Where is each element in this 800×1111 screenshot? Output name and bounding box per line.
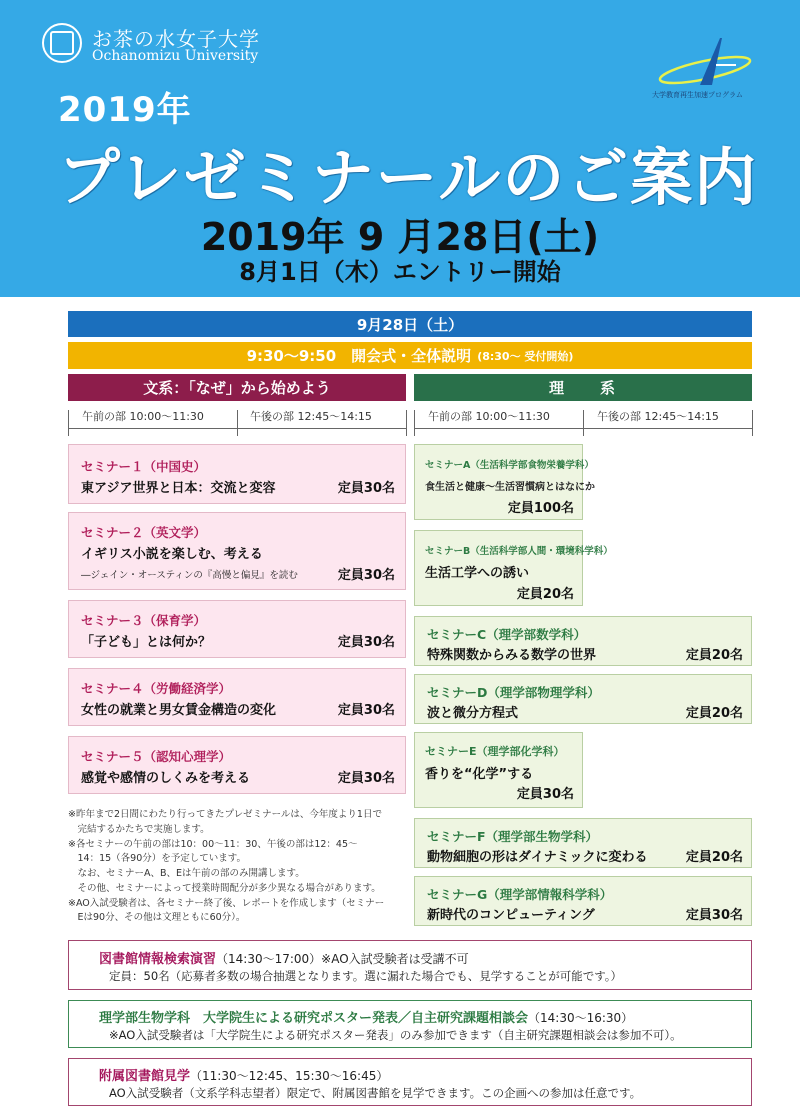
seminar-subject: 動物細胞の形はダイナミックに変わる	[427, 850, 648, 865]
seminar-card	[68, 512, 406, 590]
seminar-card	[414, 530, 613, 606]
seminar-title: セミナーF（理学部生物学科）	[427, 829, 599, 844]
seminar-capacity: 定員20名	[685, 648, 743, 663]
rikei-afternoon-label: 午後の部 12:45〜14:15	[597, 410, 719, 423]
event-date: 2019年 9 月28日(土)	[200, 215, 600, 259]
seminar-capacity: 定員30名	[337, 568, 395, 583]
seminar-capacity: 定員100名	[507, 501, 574, 516]
seminar-capacity: 定員20名	[685, 706, 743, 721]
bunkei-morning-label: 午前の部 10:00〜11:30	[82, 410, 204, 423]
seminar-subject: 「子ども」とは何か？	[81, 635, 212, 650]
note-line: Eは90分、その他は文理ともに60分）。	[68, 912, 246, 924]
bunkei-afternoon-label: 午後の部 12:45〜14:15	[250, 410, 372, 423]
note-line: ※AO入試受験者は、各セミナー終了後、レポートを作成します（セミナー	[68, 897, 385, 909]
program-name: 大学教育再生加速プログラム	[652, 91, 743, 99]
notes	[68, 808, 408, 926]
rikei-header: 理 系	[414, 374, 752, 401]
seminar-card	[68, 668, 406, 726]
seminar-title: セミナー２（英文学）	[81, 525, 207, 540]
event-heading	[99, 948, 469, 967]
seminar-title: セミナー３（保育学）	[81, 613, 207, 628]
seminar-card	[68, 444, 406, 504]
seminar-title: セミナーG（理学部情報科学科）	[427, 887, 613, 902]
event-description: 定員：50名（応募者多数の場合抽選となります。選に漏れた場合でも、見学することが可能です。）	[109, 969, 623, 983]
seminar-capacity: 定員30名	[337, 481, 395, 496]
main-title: プレゼミナールのご案内	[58, 141, 759, 214]
divider	[583, 410, 584, 436]
event-description: AO入試受験者（文系学科志望者）限定で、附属図書館を見学できます。この企画への参加は任意です。	[109, 1086, 642, 1100]
seminar-card	[414, 732, 583, 808]
seminar-subject: 東アジア世界と日本：交流と変容	[81, 481, 276, 496]
note-line: 完結するかたちで実施します。	[68, 823, 210, 835]
divider	[414, 410, 415, 436]
note-line: ※昨年まで2日間にわたり行ってきたプレゼミナールは、今年度より1日で	[68, 809, 382, 820]
seminar-subject: 食生活と健康〜生活習慣病とはなにか	[425, 482, 595, 493]
divider	[752, 410, 753, 436]
event-title: 図書館情報検索演習	[99, 952, 217, 967]
divider	[68, 428, 406, 429]
note-line: その他、セミナーによって授業時間配分が多少異なる場合があります。	[68, 882, 381, 894]
seminar-title: セミナー１（中国史）	[81, 459, 207, 474]
seminar-title: セミナーD（理学部物理学科）	[427, 685, 600, 700]
seminar-title: セミナーE（理学部化学科）	[425, 745, 565, 758]
event-title: 附属図書館見学	[99, 1069, 191, 1084]
note-line: 14：15（各90分）を予定しています。	[68, 853, 247, 865]
note-line: なお、セミナーA、B、Eは午前の部のみ開講します。	[68, 868, 305, 880]
divider	[414, 428, 752, 429]
seminar-card	[414, 616, 752, 666]
university-name-en: Ochanomizu University	[92, 48, 259, 64]
seminar-capacity: 定員30名	[685, 908, 743, 923]
bunkei-header: 文系：「なぜ」から始めよう	[68, 374, 406, 401]
seminar-card	[68, 600, 406, 658]
seminar-capacity: 定員20名	[516, 587, 574, 602]
university-emblem-icon	[42, 23, 82, 63]
seminar-subtitle: ―ジェイン・オースティンの『高慢と偏見』を読む	[81, 570, 298, 581]
year-title: 2019年	[58, 90, 192, 130]
seminar-card	[414, 444, 595, 520]
program-logo-icon	[650, 30, 760, 90]
seminar-card	[414, 876, 752, 926]
seminar-capacity: 定員30名	[337, 771, 395, 786]
seminar-subject: 波と微分方程式	[427, 706, 519, 721]
event-library-search	[68, 940, 752, 990]
seminar-capacity: 定員20名	[685, 850, 743, 865]
divider	[237, 410, 238, 436]
seminar-title: セミナー４（労働経済学）	[81, 681, 232, 696]
event-time: （11:30〜12:45、15:30〜16:45）	[190, 1069, 389, 1083]
seminar-title: セミナーA（生活科学部食物栄養学科）	[425, 460, 594, 471]
event-title: 理学部生物学科 大学院生による研究ポスター発表／自主研究課題相談会	[99, 1011, 529, 1026]
event-heading	[99, 1007, 633, 1026]
seminar-subject: 香りを“化学”する	[425, 767, 534, 782]
opening-note: (8:30〜 受付開始)	[477, 349, 574, 363]
seminar-card	[68, 736, 406, 794]
seminar-card	[414, 674, 752, 724]
seminar-title: セミナーC（理学部数学科）	[427, 627, 587, 642]
divider	[68, 410, 69, 436]
event-library-tour	[68, 1058, 752, 1106]
seminar-capacity: 定員30名	[516, 787, 574, 802]
seminar-title: セミナー５（認知心理学）	[81, 749, 232, 764]
seminar-capacity: 定員30名	[337, 635, 395, 650]
seminar-subject: 女性の就業と男女賃金構造の変化	[81, 703, 277, 718]
seminar-card	[414, 818, 752, 868]
note-line: ※各セミナーの午前の部は10：00〜11：30、午後の部は12：45〜	[68, 838, 358, 850]
event-description: ※AO入試受験者は「大学院生による研究ポスター発表」のみ参加できます（自主研究課題相談会は参加不可）。	[109, 1028, 682, 1042]
event-time: （14:30〜17:00）※AO入試受験者は受講不可	[216, 952, 469, 966]
divider	[406, 410, 407, 436]
opening-bar	[68, 342, 752, 369]
seminar-subject: 感覚や感情のしくみを考える	[81, 771, 251, 786]
event-time: （14:30〜16:30）	[528, 1011, 634, 1025]
event-heading	[99, 1065, 388, 1084]
university-name-ja: お茶の水女子大学	[92, 27, 260, 51]
seminar-subject: 新時代のコンピューティング	[427, 908, 595, 923]
opening-text: 9:30〜9:50 開会式・全体説明	[246, 347, 472, 365]
seminar-subject: 生活工学への誘い	[425, 566, 530, 581]
event-poster-session	[68, 1000, 752, 1048]
date-bar: 9月28日（土）	[68, 311, 752, 337]
seminar-subject: 特殊関数からみる数学の世界	[427, 648, 597, 663]
seminar-subject: イギリス小説を楽しむ、考える	[81, 547, 263, 562]
seminar-title: セミナーB（生活科学部人間・環境科学科）	[425, 546, 613, 557]
seminar-capacity: 定員30名	[337, 703, 395, 718]
entry-start: 8月1日（木）エントリー開始	[239, 258, 561, 286]
rikei-morning-label: 午前の部 10:00〜11:30	[428, 410, 550, 423]
